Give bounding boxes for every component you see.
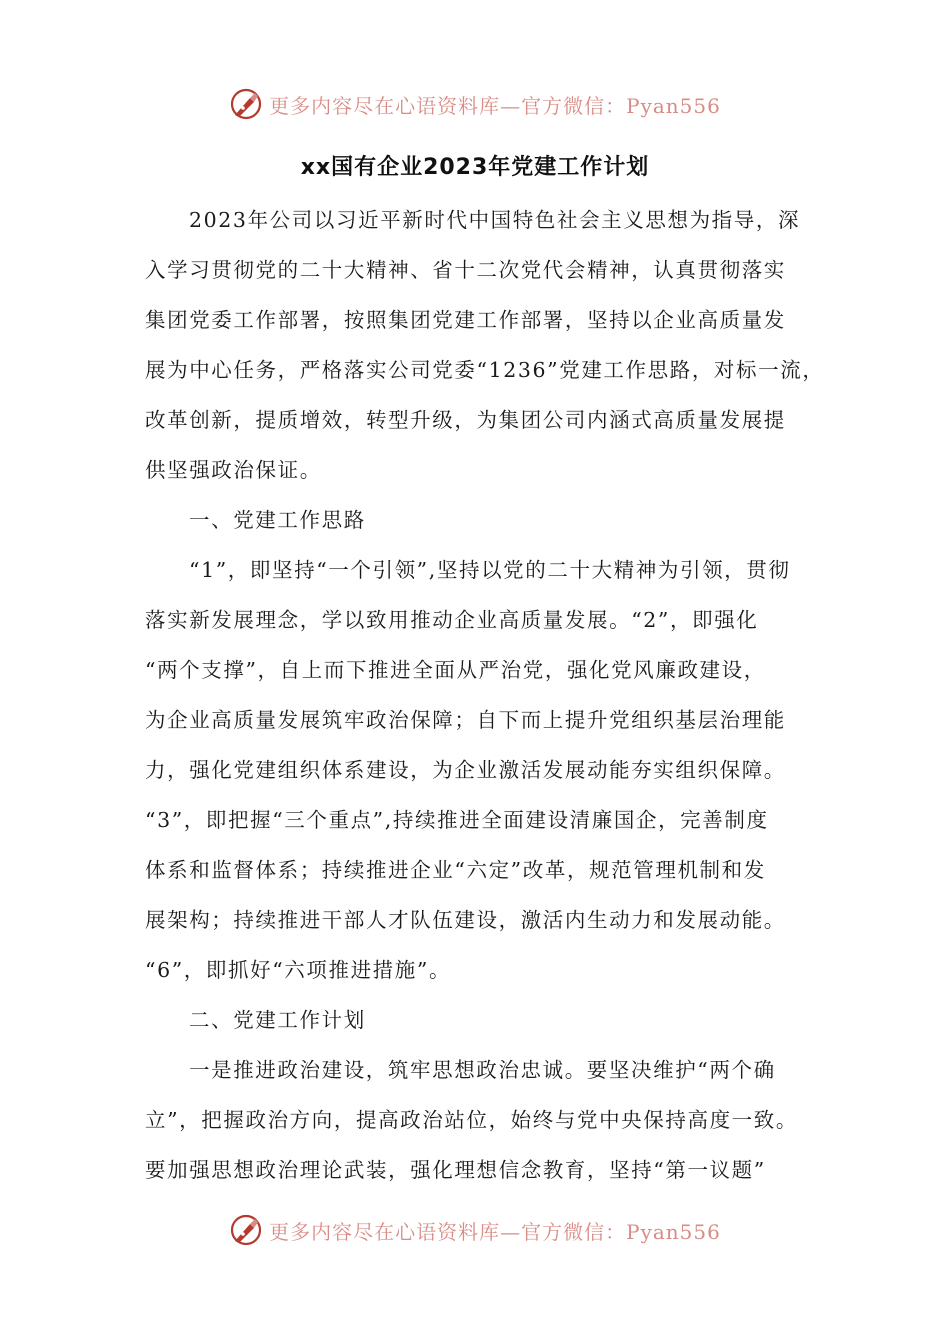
- document-title: xx国有企业2023年党建工作计划: [300, 155, 650, 180]
- paragraph-line: 体系和监督体系；持续推进企业“六定”改革，规范管理机制和发: [145, 858, 766, 882]
- watermark-banner-bottom: [0, 1210, 950, 1250]
- paragraph-line: 一是推进政治建设，筑牢思想政治忠诚。要坚决维护“两个确: [189, 1058, 776, 1082]
- paragraph-line: “两个支撑”，自上而下推进全面从严治党，强化党风廉政建设，: [145, 658, 766, 682]
- paragraph-line: 2023年公司以习近平新时代中国特色社会主义思想为指导，深: [189, 208, 801, 232]
- watermark-text: 更多内容尽在心语资料库—官方微信：Pyan556: [269, 93, 721, 118]
- paragraph-line: 为企业高质量发展筑牢政治保障；自下而上提升党组织基层治理能: [145, 708, 786, 732]
- watermark-banner-top: [0, 84, 950, 124]
- paragraph-line: “1”，即坚持“一个引领”,坚持以党的二十大精神为引领，贯彻: [189, 558, 791, 582]
- pen-nib-circle-icon: [229, 87, 263, 121]
- document-body: [145, 195, 825, 1195]
- paragraph-line: 供坚强政治保证。: [145, 458, 322, 482]
- paragraph-line: “3”，即把握“三个重点”,持续推进全面建设清廉国企，完善制度: [145, 808, 769, 832]
- section-heading: 一、党建工作思路: [189, 508, 366, 532]
- pen-nib-circle-icon: [229, 1213, 263, 1247]
- paragraph-line: 入学习贯彻党的二十大精神、省十二次党代会精神，认真贯彻落实: [145, 258, 786, 282]
- paragraph-line: 展为中心任务，严格落实公司党委“1236”党建工作思路，对标一流，: [145, 358, 825, 382]
- paragraph-line: 改革创新，提质增效，转型升级，为集团公司内涵式高质量发展提: [145, 408, 786, 432]
- paragraph-line: 落实新发展理念，学以致用推动企业高质量发展。“2”，即强化: [145, 608, 759, 632]
- paragraph-line: 集团党委工作部署，按照集团党建工作部署，坚持以企业高质量发: [145, 308, 786, 332]
- paragraph-line: “6”，即抓好“六项推进措施”。: [145, 958, 452, 982]
- section-heading: 二、党建工作计划: [189, 1008, 366, 1032]
- paragraph-line: 立”，把握政治方向，提高政治站位，始终与党中央保持高度一致。: [145, 1108, 798, 1132]
- watermark-text: 更多内容尽在心语资料库—官方微信：Pyan556: [269, 1219, 721, 1244]
- paragraph-line: 力，强化党建组织体系建设，为企业激活发展动能夯实组织保障。: [145, 758, 786, 782]
- paragraph-line: 要加强思想政治理论武装，强化理想信念教育，坚持“第一议题”: [145, 1158, 766, 1182]
- paragraph-line: 展架构；持续推进干部人才队伍建设，激活内生动力和发展动能。: [145, 908, 786, 932]
